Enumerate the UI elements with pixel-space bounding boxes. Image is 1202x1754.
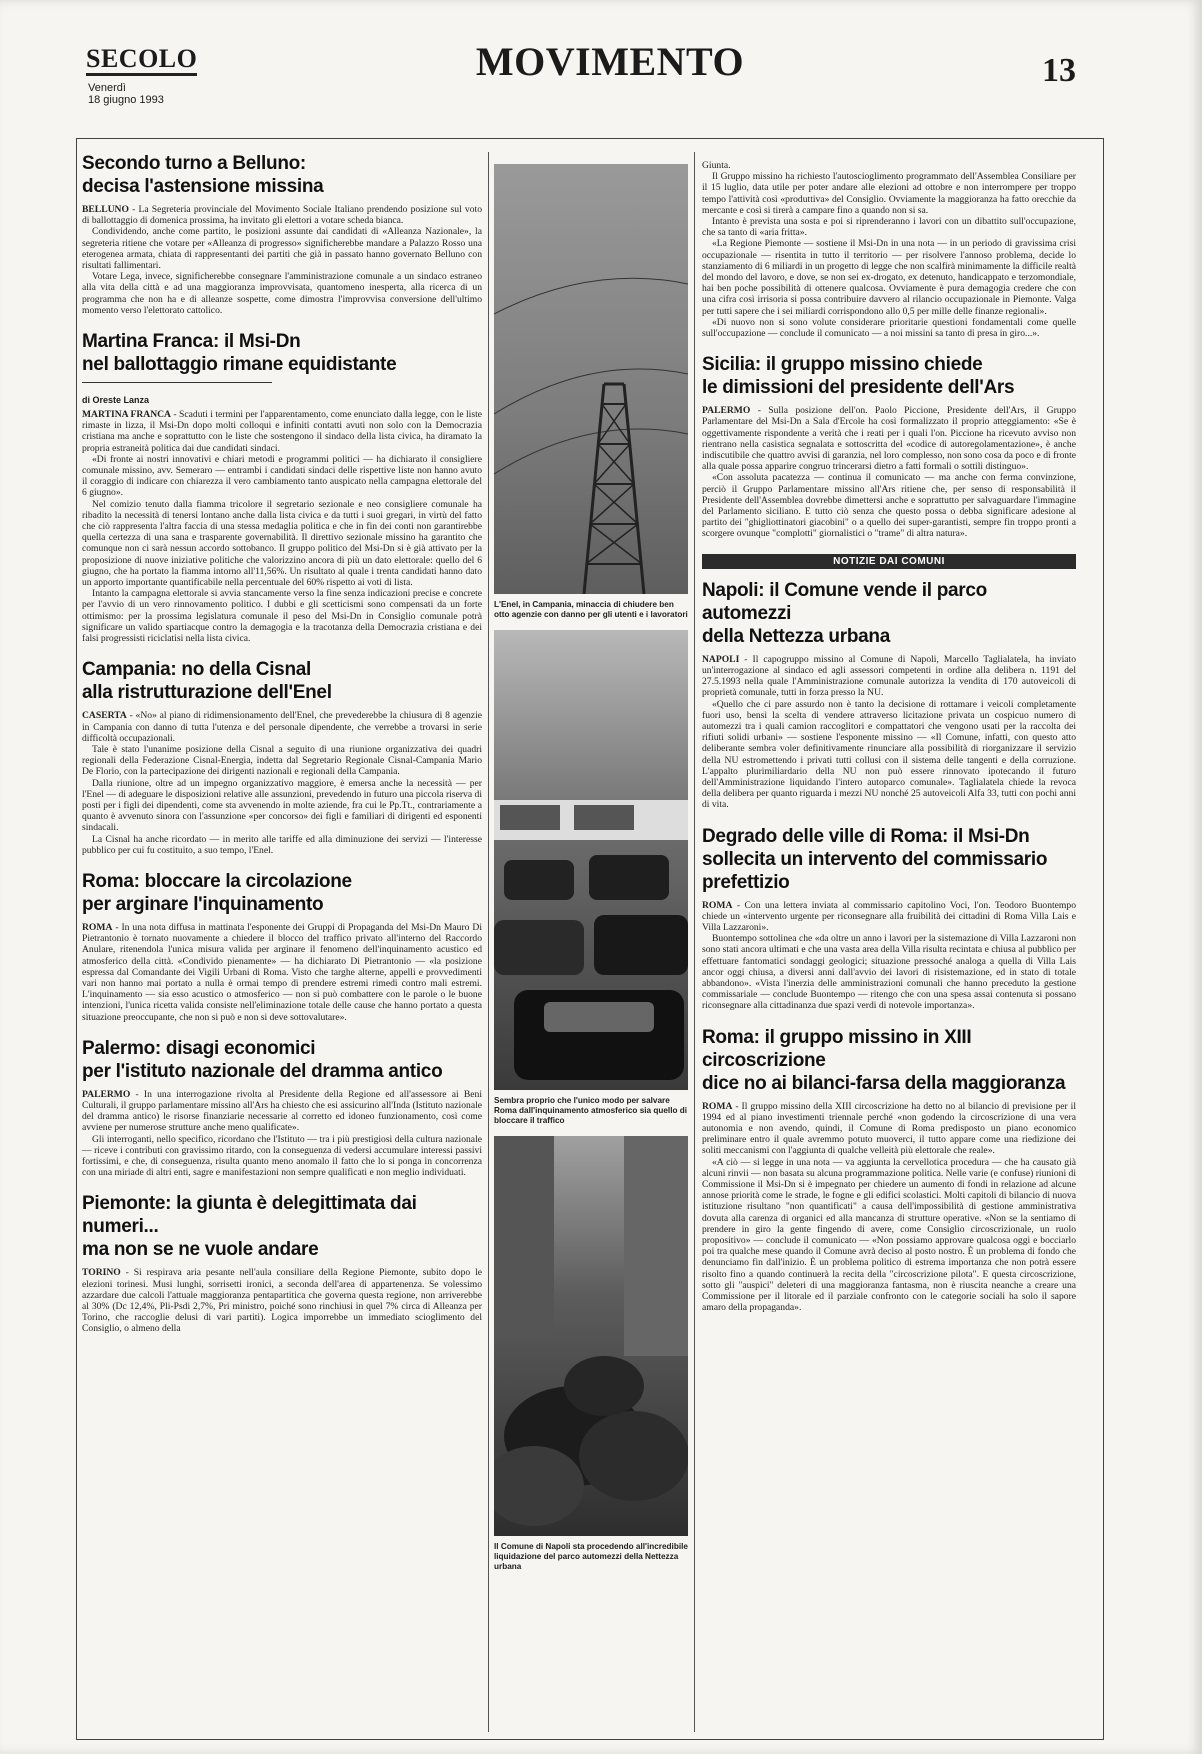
article-paragraph: Votare Lega, invece, significherebbe consegnare l'amministrazione comunale a un sindaco estraneo alla vita della città e ad una maggioranza improvvisata, quantomeno inesperta, alla ricerca di un programma che non ha e di alleanze sospette, come dimostra l'improvvisa conversione dell'ultimo momento verso l'elettorato cattolico. [82, 271, 482, 316]
article-paragraph: Dalla riunione, oltre ad un impegno organizzativo maggiore, è emersa anche la necessità — per l'Enel — di adeguare le disposizioni relative alle assunzioni, prevedendo in futuro una piccola riserva di posti per i figli dei dipendenti, come sta avvenendo in molte aziende, fra cui le Pp.Tt., contrariamente a quanto è avvenuto sinora con l'assunzione «per concorso» dei figli e familiari di dirigenti ed esponenti sindacali. [82, 777, 482, 834]
article-paragraph: Giunta. [702, 160, 731, 171]
article-paragraph: Gli interroganti, nello specifico, ricordano che l'Istituto — tra i più prestigiosi della cultura nazionale — riceve i contributi con gravissimo ritardo, con la conseguenza di vedersi accumulare interessi passivi fortissimi, e che, di conseguenza, risulta quanto meno anomalo il fatto che lo si ponga in concorrenza con una miriade di altri enti, sagre e manifestazioni non sempre qualificati e non meglio individuati. [82, 1133, 482, 1179]
article-degrado-ville [702, 825, 1076, 1012]
photo-column [494, 164, 688, 1582]
article-piemonte-continued [702, 160, 1076, 339]
article-body: MARTINA FRANCA - Scaduti i termini per l'apparentamento, come enunciato dalla legge, con le liste rimaste in lizza, il Msi-Dn dopo molti colloqui e infiniti contatti avuti non solo con la Democrazia cristiana ma anche e soprattutto con le liste che sostengono il sindaco della lista civica, ha diramato la propria estraneità politica dai due candidati sindaci. [82, 409, 483, 454]
photo-traffic [494, 630, 688, 1090]
article-body: NAPOLI - Il capogruppo missino al Comune di Napoli, Marcello Taglialatela, ha inviato un'interrogazione al sindaco ed agli assessori competenti in ordine alla delibera n. 1191 del 27.5.1993 nella quale l'Amministrazione comunale autorizza la vendita di 170 autoveicoli di proprietà comunale, tutti in forza presso la NU. [702, 653, 1076, 699]
article-martina-franca [82, 330, 482, 644]
article-body: TORINO - Si respirava aria pesante nell'aula consiliare della Regione Piemonte, subito dopo le elezioni torinesi. Musi lunghi, sorrisetti ironici, a seconda dell'area di appartenenza. Se volessimo azzardare due calcoli l'attuale maggioranza pentapartitica che governa questa regione, non arriverebbe al 30% (Dc 12,4%, Pli-Psdi 2,7%, Pri ministro, poiché sono rinchiusi in quel 7% circa di Alleanza per Torino, che raccoglie delusi di vari partiti). Logica imporrebbe un immediato scioglimento del Consiglio, o almeno della [82, 1267, 482, 1335]
article-paragraph: «A ciò — si legge in una nota — va aggiunta la cervellotica procedura — che ha causato già alcuni rinvii — non basata su alcuna programmazione politica. Nelle varie (e confuse) riunioni di Commissione il Msi-Dn si è impegnato per chiedere un aumento di fondi in relazione ad alcune annose priorità come le strade, le fogne e gli edifici scolastici. Molti capitoli di bilancio di nuova istituzione risultano "non quantificati" a causa dell'impossibilità di gestione amministrativa dovuta alla carenza di organici ed alla mancanza di strutture operative. «Non se la sentiamo di prendere in giro la gente fingendo di avere, come Consiglio circoscrizionale, un ruolo propositivo» — conclude il comunicato — «Non possiamo approvare qualcosa oggi e bocciarlo poi tra qualche mese quando il Comune avrà deciso al posto nostro. È un problema di fondo che denunciamo fin dall'inizio. È un problema politico di estrema importanza che non potrà essere risolto fino a quando continuerà la recita della "circoscrizione pilota". E questa circoscrizione, sotto gli "auspici" deleteri di una maggioranza fantasma, non è riuscita neanche a creare una Commissione per il litorale ed il parziale confronto con le categorie sociali ha solo il sapore amaro della propaganda». [702, 1156, 1076, 1314]
article-paragraph: «Di nuovo non si sono volute considerare prioritarie questioni fondamentali come quelle sull'occupazione — conclude il comunicato — a noi missini sa tanto di presa in giro...». [702, 316, 1076, 340]
article-paragraph: Nel comizio tenuto dalla fiamma tricolore il segretario sezionale e neo consigliere comunale ha ribadito la necessità di tenersi lontano anche dalla lista civica e da tutti i suoi gregari, in virtù del fatto che ciò rappresenta l'altra faccia di una stessa medaglia politica e che in fin dei conti non garantirebbe quella certezza di una sana e trasparente governabilità. Il direttivo sezionale missino ha garantito che comunque non ci sarà nessun accordo sottobanco. Il gruppo politico del Msi-Dn si è già attivato per la proposizione di nuove iniziative politiche che valorizzino ancora di più un dato elettorale: quello del 6 giugno, che ha portato la fiamma intorno all'11,56%. Un risultato al quale i trenta candidati hanno dato un apporto importante quantificabile nella percentuale del 60% rispetto ai voti di lista. [82, 498, 482, 589]
photo-caption: Il Comune di Napoli sta procedendo all'incredibile liquidazione del parco automezzi della Nettezza urbana [494, 1542, 688, 1571]
article-roma-circolazione [82, 870, 482, 1023]
issue-date-value: 18 giugno 1993 [88, 94, 164, 106]
section-banner: NOTIZIE DAI COMUNI [702, 554, 1076, 569]
article-body: PALERMO - Sulla posizione dell'on. Paolo Piccione, Presidente dell'Ars, il Gruppo Parlamentare del Msi-Dn a Sala d'Ercole ha così formalizzato il proprio atteggiamento: «Se è oggettivamente rispondente a verità che i reati per i quali l'on. Piccione ha ricevuto avviso non rientrano nella casistica segnalata e sottoscritta del «codice di autoregolamentazione», è anche indiscutibile che quattro avvisi di garanzia, nel loro complesso, non sono cosa da poco e di fronte alla quale possa apparire congruo trincerarsi dietro a fatti formali o sottili distinguo». [702, 405, 1076, 473]
column-divider [488, 152, 489, 1732]
article-headline: Degrado delle ville di Roma: il Msi-Dn sollecita un intervento del commissario prefettizio [702, 825, 1048, 893]
traffic-illustration [494, 630, 688, 1090]
left-column [82, 152, 482, 1349]
pylon-illustration [494, 164, 688, 594]
article-paragraph: Condividendo, anche come partito, le posizioni assunte dai candidati di «Alleanza Nazionale», la segreteria ritiene che votare per «Alleanza di progresso» significherebbe mandare a Palazzo Rosso una eterogenea armata, chiata di rappresentanti dei partiti che già in passato hanno governato Belluno con risultati fallimentari. [82, 226, 482, 272]
right-column [702, 160, 1076, 1327]
article-paragraph: Buontempo sottolinea che «da oltre un anno i lavori per la sistemazione di Villa Lazzaroni non sono stati ancora ultimati e che una vasta area della Villa risulta recintata e chiusa al pubblico per effettuare fantomatici sondaggi geologici; situazione pressoché analoga a quella di Villa Lais ancor oggi chiusa, a diversi anni dall'avvio dei lavori di risistemazione, ed in stato di totale abbandono». «Vista l'inerzia delle amministrazioni comunali che hanno preceduto la gestione commissariale — conclude Buontempo — ritengo che con una spesa assai contenuta si possano riconsegnare alla cittadinanza due spazi verdi di notevole importanza». [702, 933, 1076, 1012]
article-belluno [82, 152, 482, 316]
newspaper-logo: SECOLO [86, 46, 197, 76]
photo-caption: Sembra proprio che l'unico modo per salvare Roma dall'inquinamento atmosferico sia quello di bloccare il traffico [494, 1096, 688, 1125]
article-headline: Martina Franca: il Msi-Dn nel ballottaggio rimane equidistante [82, 331, 397, 376]
article-campania [82, 658, 482, 856]
section-title: MOVIMENTO [475, 39, 745, 84]
article-paragraph: «Con assoluta pacatezza — continua il comunicato — ma anche con ferma convinzione, perciò il Gruppo Parlamentare missino all'Ars ritiene che, per senso di responsabilità il Presidente dell'Assemblea dovrebbe dimettersi anche e soprattutto per salvaguardare l'immagine del Parlamento siciliano. E tutto ciò senza che questo possa o debba significare adesione al partito dei "ghigliottinatori giacobini" o a quello dei super-garantisti, sempre fin troppo pronti a scorgere ovunque "complotti" giornalistici o "trame" di altra natura». [702, 472, 1076, 540]
article-body: ROMA - Con una lettera inviata al commissario capitolino Voci, l'on. Teodoro Buontempo chiede un «intervento urgente per riconsegnare alla fruibilità dei cittadini di Roma Villa Lais e Villa Lazzaroni». [702, 899, 1076, 933]
article-napoli [702, 579, 1076, 811]
column-divider [694, 152, 695, 1732]
article-body: ROMA - Il gruppo missino della XIII circoscrizione ha detto no al bilancio di previsione per il 1994 ed al piano investimenti triennale perché «non godendo la circoscrizione di una vera autonomia e non avendo, quindi, il Comune di Roma predisposto un piano economico preliminare entro il quale avremmo potuto muoverci, il tutto appare come una riedizione dei soliti meccanismi con l'aggiunta di qualche velleità più elettorale che reale». [702, 1100, 1076, 1157]
article-byline: di Oreste Lanza [82, 382, 272, 405]
article-headline: Roma: il gruppo missino in XIII circoscrizione dice no ai bilanci-farsa della maggioranza [702, 1026, 1066, 1094]
article-paragraph: «La Regione Piemonte — sostiene il Msi-Dn in una nota — in un periodo di gravissima crisi occupazionale — risentita in tutto il territorio — per risolvere l'annoso problema, decide lo stanziamento di 6 miliardi in un progetto di legge che non scalfirà minimamente la difficile realtà del mondo del lavoro, e dove, se non sei ex-drogato, ex detenuto, handicappato e terzomondiale, hai ben poche possibilità di ottenere qualcosa. Ovviamente è pura demagogia credere che con una cifra così irrisoria si possa contribuire davvero al rilancio occupazionale in Piemonte. Valga per tutti sapere che i sei miliardi corrispondono allo 0,5 per mille delle finanze regionali». [702, 238, 1076, 317]
article-headline: Palermo: disagi economici per l'istituto nazionale del dramma antico [82, 1037, 443, 1082]
article-paragraph: Intanto la campagna elettorale si avvia stancamente verso la fine senza indicazioni precise e concrete per l'avvio di un vero rinnovamento politico. I dubbi e gli scetticismi sono compensati da un forte ottimismo: per la prossima legislatura comunale il peso del Msi-Dn in Consiglio comunale potrà significare un valido spartiacque contro la demagogia e la tracotanza della Democrazia cristiana e dei falsi progressisti riciclatisi nella lista civica. [82, 588, 482, 645]
article-paragraph: Intanto è prevista una sosta e poi si riprenderanno i lavori con un dibattito sull'occupazione, che sa tanto di «aria fritta». [702, 216, 1076, 239]
article-headline: Sicilia: il gruppo missino chiede le dimissioni del presidente dell'Ars [702, 354, 1015, 399]
article-headline: Campania: no della Cisnal alla ristrutturazione dell'Enel [82, 659, 332, 704]
photo-power-pylon [494, 164, 688, 594]
photo-caption: L'Enel, in Campania, minaccia di chiudere ben otto agenzie con danno per gli utenti e i lavoratori [494, 600, 688, 619]
page-number: 13 [1042, 52, 1076, 89]
article-paragraph: La Cisnal ha anche ricordato — in merito alle tariffe ed alla diminuzione dei servizi — l'interesse pubblico per cui fu costituito, a suo tempo, l'Enel. [82, 833, 482, 856]
article-body: ROMA - In una nota diffusa in mattinata l'esponente dei Gruppi di Propaganda del Msi-Dn Mauro Di Pietrantonio è tornato nuovamente a chiedere il blocco del traffico privato all'interno del Raccordo Anulare, ritenendola l'unica misura valida per arginare il fenomeno dell'inquinamento acustico ed atmosferico della città. «Condivido pienamente» — ha dichiarato Di Pietrantonio — «la posizione espressa dal Comandante dei Vigili Urbani di Roma. Visto che targhe alterne, appelli e provvedimenti vari non hanno mai portato a nulla è ormai tempo di prendere estremi rimedi contro mali estremi. L'inquinamento — sia esso acustico o atmosferico — non si può combattere con le parole o le buone intenzioni, l'unica ricetta valida consiste nell'eliminazione totale delle cause che hanno portato a questa situazione preoccupante, che non si può e non si deve sottovalutare». [82, 921, 482, 1023]
issue-date [88, 82, 164, 106]
article-xiii-circoscrizione [702, 1026, 1076, 1314]
article-piemonte [82, 1192, 482, 1334]
article-body: PALERMO - In una interrogazione rivolta al Presidente della Regione ed all'assessore ai Beni Culturali, il gruppo parlamentare missino all'Ars ha chiesto che esi assicurino all'Inda (Istituto nazionale del dramma antico) le risorse finanziarie necessarie al corretto ed idoneo funzionamento, così come avviene per numerose strutture anche meno qualificate». [82, 1088, 482, 1134]
article-paragraph: Tale è stato l'unanime posizione della Cisnal a seguito di una riunione organizzativa dei quadri regionali della Federazione Cisnal-Energia, indetta dal Segretario Regionale Cisnal-Campania Mario De Florio, con la partecipazione dei dirigenti nazionali e regionali della Campania. [82, 743, 482, 778]
article-headline: Piemonte: la giunta è delegittimata dai numeri... ma non se ne vuole andare [82, 1193, 417, 1261]
article-body: CASERTA - «No» al piano di ridimensionamento dell'Enel, che prevederebbe la chiusura di 8 agenzie in Campania con danno di tutta l'utenza e del personale dipendente, che verrebbe a trovarsi in serie difficoltà occupazionali. [82, 710, 482, 744]
article-sicilia [702, 353, 1076, 539]
article-paragraph: «Quello che ci pare assurdo non è tanto la decisione di rottamare i veicoli completamente fuori uso, bensì la scelta di vendere attraverso licitazione privata un cospicuo numero di automezzi tra i quali camion raccoglitori e compattatori che vengono usati per la raccolta dei rifiuti solidi urbani» — sostiene l'esponente missino — «Il Comune, infatti, con questo atto deliberante sembra voler definitivamente rinunciare alla possibilità di riorganizzare il servizio della NU estromettendo i privati tutti collusi con il sistema delle tangenti e della corruzione. L'appalto plurimiliardario della NU non può essere rinnovato ipotecando il futuro dell'Amministrazione liquidando l'intero autoparco comunale». Taglialatela chiede la revoca della delibera per quanto riguarda i mezzi NU nonché 25 autoveicoli Alfa 33, tutti con pochi anni di vita. [702, 698, 1076, 811]
garbage-illustration [494, 1136, 688, 1536]
article-headline: Secondo turno a Belluno: decisa l'astensione missina [82, 153, 324, 197]
article-paragraph: «Di fronte ai nostri innovativi e chiari metodi e programmi politici — ha dichiarato il consigliere comunale missino, avv. Semeraro — entrambi i candidati sindaci delle rispettive liste non hanno avuto il coraggio di indicare con chiarezza il vero cambiamento tanto auspicato nella campagna elettorale del 6 giugno». [82, 453, 482, 499]
article-paragraph: Il Gruppo missino ha richiesto l'autoscioglimento programmato dell'Assemblea Consiliare per il 15 luglio, data utile per poter andare alle elezioni ad ottobre e non interrompere per troppo tempo l'attività così «produttiva» del Consiglio. Ovviamente la maggioranza ha fatto orecchie da mercante e così si tirerà a campare fino a quando non si sa. [702, 171, 1076, 216]
article-body: BELLUNO - La Segreteria provinciale del Movimento Sociale Italiano prendendo posizione sul voto di ballottaggio di domenica prossima, ha invitato gli elettori a votare scheda bianca. [82, 204, 482, 227]
article-palermo-dramma [82, 1037, 482, 1179]
photo-garbage [494, 1136, 688, 1536]
issue-day: Venerdì [88, 82, 126, 94]
article-headline: Napoli: il Comune vende il parco automezzi della Nettezza urbana [702, 579, 987, 647]
article-headline: Roma: bloccare la circolazione per arginare l'inquinamento [82, 870, 352, 915]
